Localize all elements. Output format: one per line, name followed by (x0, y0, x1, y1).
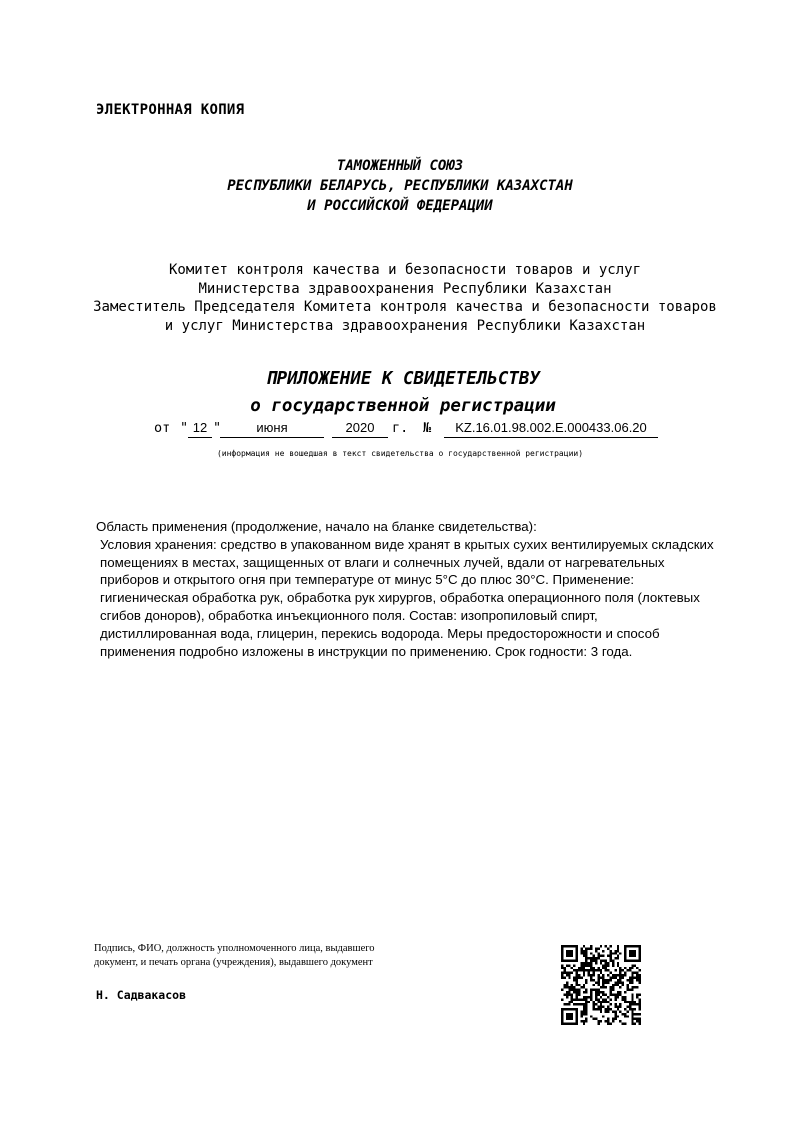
union-line-2: РЕСПУБЛИКИ БЕЛАРУСЬ, РЕСПУБЛИКИ КАЗАХСТАН (227, 178, 573, 194)
union-line-1: ТАМОЖЕННЫЙ СОЮЗ (336, 158, 464, 174)
signature-caption (94, 942, 424, 970)
electronic-copy-label: ЭЛЕКТРОННАЯ КОПИЯ (96, 102, 245, 118)
signer-name: Н. Садвакасов (96, 988, 187, 1002)
signature-caption-line-1: Подпись, ФИО, должность уполномоченного лица, выдавшего (94, 943, 375, 954)
authority-line-1: Комитет контроля качества и безопасности товаров и услуг (168, 262, 641, 278)
registration-day: 12 (188, 420, 212, 438)
year-suffix: г. (392, 420, 409, 436)
registration-note: (информация не вошедшая в текст свидетельства о государственной регистрации) (216, 449, 584, 458)
annex-title-line-1: ПРИЛОЖЕНИЕ К СВИДЕТЕЛЬСТВУ (266, 369, 540, 389)
scope-paragraph: Область применения (продолжение, начало на бланке свидетельства): (96, 519, 537, 534)
customs-union-header (0, 156, 800, 216)
union-line-3: И РОССИЙСКОЙ ФЕДЕРАЦИИ (307, 198, 493, 214)
from-label: от (154, 420, 171, 436)
issuing-authority (0, 261, 800, 335)
quote-close: " (213, 420, 222, 436)
registration-month: июня (220, 420, 324, 438)
annex-body (96, 518, 716, 660)
authority-line-4: и услуг Министерства здравоохранения Республики Казахстан (164, 317, 646, 334)
annex-title-line-2: о государственной регистрации (250, 396, 556, 416)
qr-code-icon (561, 944, 641, 1026)
number-sign: № (423, 420, 432, 436)
signature-caption-line-2: документ, и печать органа (учреждения), выдавшего документ (94, 957, 373, 968)
registration-number: KZ.16.01.98.002.E.000433.06.20 (444, 420, 658, 438)
quote-open: " (180, 420, 189, 436)
authority-line-2: Министерства здравоохранения Республики Казахстан (198, 280, 612, 297)
authority-line-3: Заместитель Председателя Комитета контроля качества и безопасности товаров (93, 299, 717, 315)
registration-line (154, 420, 674, 440)
storage-and-usage-paragraph: Условия хранения: средство в упакованном виде хранят в крытых сухих вентилируемых складских помещениях в местах, защищенных от влаги и солнечных лучей, вдали от нагревательных приборов и открытого огня при температуре от минус 5°С до плюс 30°С. Применение: гигиеническая обработка рук, обработка рук хирургов, обработка операционного поля (локтевых сгибов доноров), обработка инъекционного поля. Состав: изопропиловый спирт, дистиллированная вода, глицерин, перекись водорода. Меры предосторожности и способ применения подробно изложены в инструкции по применению. Срок годности: 3 года. (100, 536, 714, 659)
registration-year: 2020 (332, 420, 388, 438)
annex-title (0, 366, 800, 420)
